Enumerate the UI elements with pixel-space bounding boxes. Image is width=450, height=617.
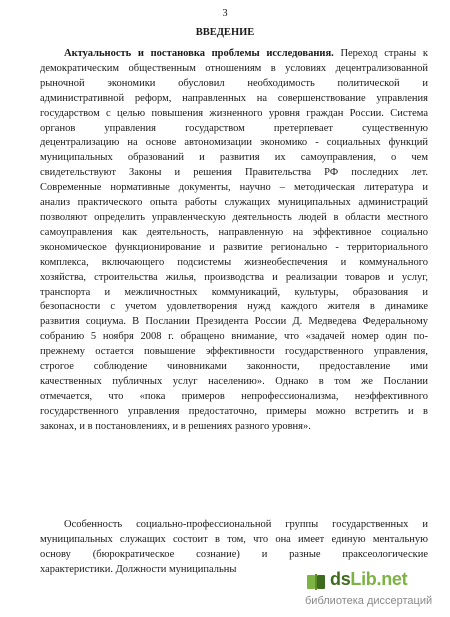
paragraph-line: транспорта и межличностных коммуникаций, культуры, образования и: [40, 286, 428, 298]
paragraph-relevance: [40, 47, 428, 435]
line-text: Переход страны к: [340, 48, 429, 59]
paragraph-line: развития социума. В Послании Президента России Д. Медведева Федеральному: [40, 316, 428, 328]
site-prefix: ds: [330, 569, 351, 589]
paragraph-line: Особенность социально-профессиональной группы государственных и: [64, 519, 428, 530]
paragraph-line: демократическим общественным отношениям в условиях децентрализованной: [40, 62, 428, 74]
book-logo-icon: [305, 571, 327, 593]
paragraph-line: качественных публичных услуг населению». Однако в том же Послании: [40, 375, 428, 387]
paragraph-line: государственного управления предостаточно, примеры можно встретить и в: [40, 405, 428, 417]
paragraph-line: анализ практического опыта работы служащих муниципальных администраций: [40, 197, 428, 209]
paragraph-line: характеристики. Должности муниципальны: [40, 563, 237, 575]
paragraph-line: муниципальных образований и развития их самоуправления, о чем: [40, 152, 428, 164]
paragraph-line: основу (бюрократическое сознание) и разные праксеологические: [40, 548, 428, 560]
section-heading: ВВЕДЕНИЕ: [195, 27, 255, 38]
paragraph-line: муниципальных служащих состоит в том, что она имеет единую ментальную: [40, 533, 428, 545]
paragraph-line: собранию 5 ноября 2008 г. обращено внимание, что «задачей номер один по-: [40, 331, 428, 343]
dslib-watermark: [305, 569, 440, 611]
paragraph-line: государством с целью повышения жизненного уровня граждан России. Система: [40, 107, 428, 119]
paragraph-line: Современные нормативные документы, научно – методическая литература и: [40, 182, 428, 194]
paragraph-line: рыночной экономики обусловил необходимость политической и: [40, 77, 428, 89]
paragraph-line: [40, 47, 428, 62]
watermark-site-name: [330, 569, 407, 590]
paragraph-line: административной реформ, направленных на совершенствование управления: [40, 92, 428, 104]
paragraph-line: строгое соблюдение чиновниками законности, предоставление ими: [40, 361, 428, 373]
site-suffix: Lib.net: [350, 569, 408, 589]
paragraph-line: экономическое функционирование и развитие регионально - территориального: [40, 241, 428, 253]
paragraph-line: прежнему остается повышение эффективности государственного управления,: [40, 346, 428, 358]
page-number: 3: [222, 8, 228, 19]
paragraph-line: самоуправления как деятельность, направленную на эффективное социально: [40, 226, 428, 238]
paragraph-line: отмечается, что «пока примеров непрофессионализма, неэффективного: [40, 390, 428, 402]
paragraph-line: законах, и в постановлениях, и в решениях разного уровня».: [40, 420, 311, 432]
paragraph-line: позволяют определить управленческую деятельность людей в области местного: [40, 211, 428, 223]
paragraph-line: децентрализацию на основе автономизации экономико - социальных функций: [40, 137, 428, 149]
paragraph-line: свидетельствуют Законы и решения Правительства РФ последних лет.: [40, 167, 428, 179]
paragraph-line: безопасности с учетом удовлетворения нужд каждого жителя в динамике: [40, 301, 428, 313]
paragraph-line: комплекса, включающего подсистемы жизнеобеспечения и коммунального: [40, 256, 428, 268]
watermark-caption: библиотека диссертаций: [305, 595, 433, 607]
lead-phrase: Актуальность и постановка проблемы исследования.: [64, 48, 334, 59]
paragraph-line: хозяйства, строительства жилья, производства и реализации товаров и услуг,: [40, 271, 428, 283]
paragraph-line: органов управления государством претерпевает существенную: [40, 122, 428, 134]
